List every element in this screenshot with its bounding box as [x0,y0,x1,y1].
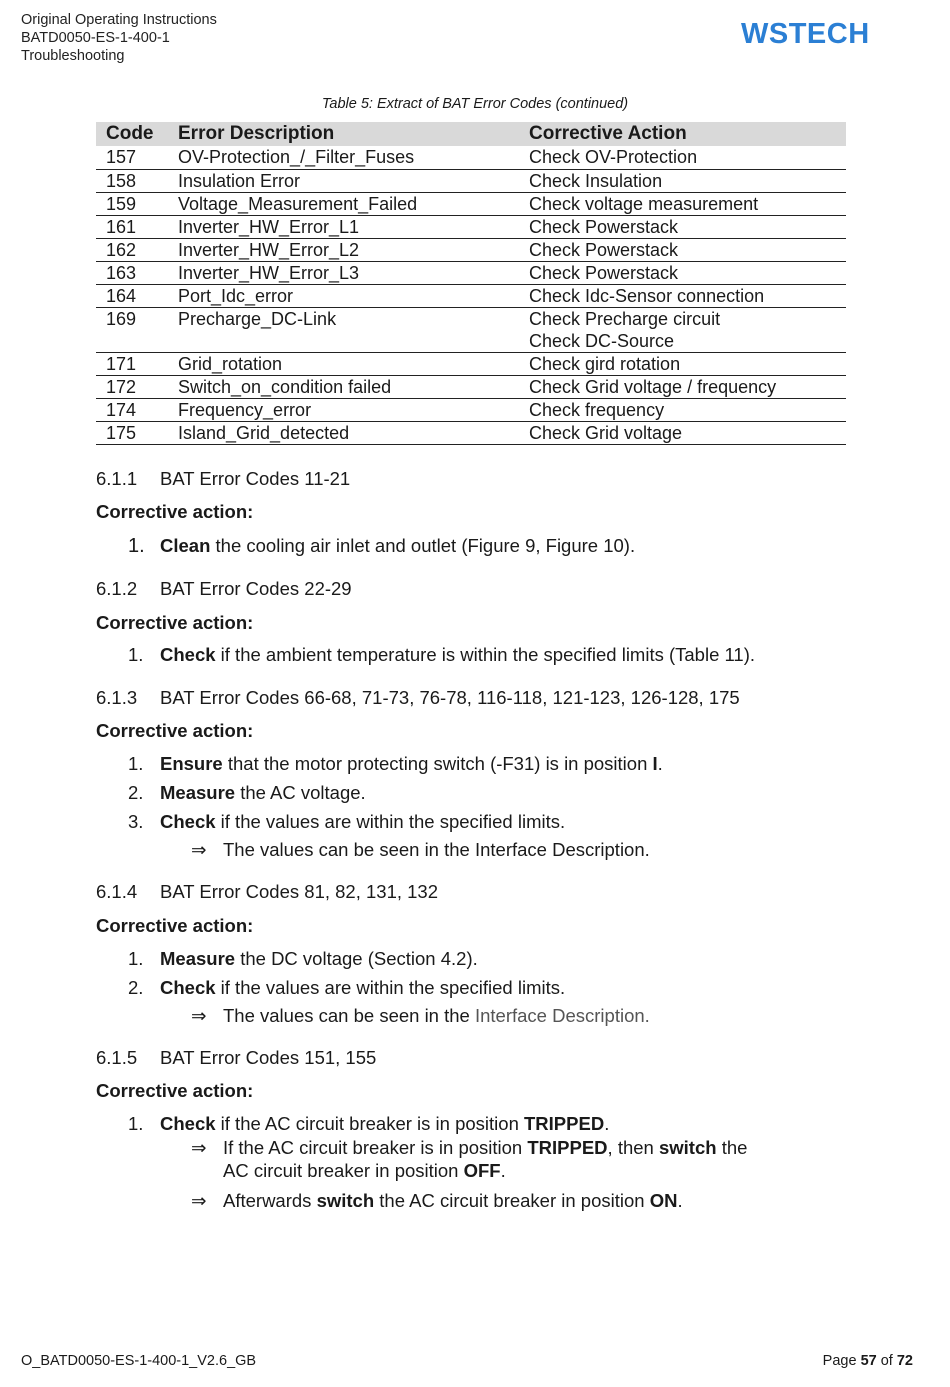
action-line: Check Powerstack [529,239,679,260]
cell-description: Grid_rotation [168,352,519,375]
corrective-action-label: Corrective action: [96,501,254,522]
arrow-icon: ⇒ [191,1137,207,1158]
action-line: Check Grid voltage / frequency [529,376,777,397]
cell-code: 169 [96,307,168,352]
step: 2. Check if the values are within the specified limits. [128,977,566,998]
cell-code: 175 [96,421,168,444]
table-row [96,215,846,238]
cell-code: 158 [96,169,168,192]
header-code: Code [96,122,168,146]
table-row [96,238,846,261]
header-line-3: Troubleshooting [21,48,125,64]
interface-description-link[interactable]: Interface Description. [474,1005,650,1026]
cell-code: 174 [96,398,168,421]
cell-description: Port_Idc_error [168,284,519,307]
cell-description: Inverter_HW_Error_L2 [168,238,519,261]
cell-code: 164 [96,284,168,307]
cell-description: Voltage_Measurement_Failed [168,192,519,215]
action-line: Check Powerstack [529,262,679,283]
section-6-1-1-heading: 6.1.1 BAT Error Codes 11-21 [96,468,351,489]
section-6-1-2-heading: 6.1.2 BAT Error Codes 22-29 [96,578,352,599]
cell-action [519,215,846,238]
cell-action [519,169,846,192]
step: 2. Measure the AC voltage. [128,782,366,803]
section-6-1-5-heading: 6.1.5 BAT Error Codes 151, 155 [96,1047,377,1068]
cell-description: Switch_on_condition failed [168,375,519,398]
step: 3. Check if the values are within the specified limits. [128,811,566,832]
result-note: ⇒ Afterwards switch the AC circuit breaker in position ON. [191,1190,683,1211]
error-codes-table [96,122,846,445]
table-row [96,421,846,444]
step: 1. Measure the DC voltage (Section 4.2). [128,948,478,969]
cell-action [519,192,846,215]
step: 1. Ensure that the motor protecting switch (-F31) is in position I. [128,753,663,774]
action-line: Check OV-Protection [529,147,698,167]
cell-action [519,146,846,169]
action-line: Check voltage measurement [529,193,759,214]
table-row [96,398,846,421]
action-line: Check DC-Source [529,330,675,351]
arrow-icon: ⇒ [191,839,207,860]
cell-code: 161 [96,215,168,238]
corrective-action-label: Corrective action: [96,720,254,741]
action-line: Check Powerstack [529,216,679,237]
table-row [96,192,846,215]
cell-code: 171 [96,352,168,375]
cell-code: 172 [96,375,168,398]
step: 1. Check if the AC circuit breaker is in position TRIPPED. [128,1113,610,1134]
cell-action [519,398,846,421]
cell-description: Frequency_error [168,398,519,421]
footer-page-number: Page 57 of 72 [822,1353,913,1369]
action-line: Check Insulation [529,170,663,191]
header-line-1: Original Operating Instructions [21,12,217,28]
action-line: Check Precharge circuit [529,308,721,329]
document-header [21,11,217,65]
cell-description: Inverter_HW_Error_L1 [168,215,519,238]
cell-action [519,352,846,375]
result-note: ⇒ If the AC circuit breaker is in position TRIPPED, then switch the AC circuit breaker in position OFF. [191,1137,748,1181]
corrective-action-label: Corrective action: [96,915,254,936]
cell-code: 162 [96,238,168,261]
table-row [96,307,846,352]
cell-action [519,284,846,307]
corrective-action-label: Corrective action: [96,1080,254,1101]
cell-description: OV-Protection_/_Filter_Fuses [168,146,519,169]
cell-code: 157 [96,146,168,169]
cell-code: 159 [96,192,168,215]
table-caption: Table 5: Extract of BAT Error Codes (continued) [321,96,629,112]
cell-action [519,375,846,398]
cell-description: Precharge_DC-Link [168,307,519,352]
table-row [96,284,846,307]
action-line: Check frequency [529,399,665,420]
footer-document-id: O_BATD0050-ES-1-400-1_V2.6_GB [21,1353,257,1369]
table-row [96,169,846,192]
result-note: ⇒ The values can be seen in the Interface Description. [191,839,650,860]
cell-description: Island_Grid_detected [168,421,519,444]
action-line: Check Idc-Sensor connection [529,285,765,306]
cell-description: Insulation Error [168,169,519,192]
cell-action [519,238,846,261]
result-note: ⇒ The values can be seen in the Interface Description. [191,1005,650,1026]
cell-action [519,261,846,284]
section-6-1-3-heading: 6.1.3 BAT Error Codes 66-68, 71-73, 76-78, 116-118, 121-123, 126-128, 175 [96,687,740,708]
section-6-1-4-heading: 6.1.4 BAT Error Codes 81, 82, 131, 132 [96,881,439,902]
table-row [96,261,846,284]
header-action: Corrective Action [519,122,846,146]
arrow-icon: ⇒ [191,1190,207,1211]
wstech-logo: WSTECH [741,18,870,50]
arrow-icon: ⇒ [191,1005,207,1026]
header-description: Error Description [168,122,519,146]
cell-description: Inverter_HW_Error_L3 [168,261,519,284]
table-row [96,375,846,398]
table-row [96,146,846,169]
corrective-action-label: Corrective action: [96,612,254,633]
action-line: Check Grid voltage [529,422,683,443]
table-header-row [96,122,846,146]
cell-action [519,421,846,444]
header-line-2: BATD0050-ES-1-400-1 [21,30,170,46]
action-line: Check gird rotation [529,353,681,374]
step: 1. Check if the ambient temperature is within the specified limits (Table 11). [128,644,756,665]
cell-action [519,307,846,352]
table-row [96,352,846,375]
cell-code: 163 [96,261,168,284]
step: 1. Clean the cooling air inlet and outlet (Figure 9, Figure 10). [128,535,636,557]
